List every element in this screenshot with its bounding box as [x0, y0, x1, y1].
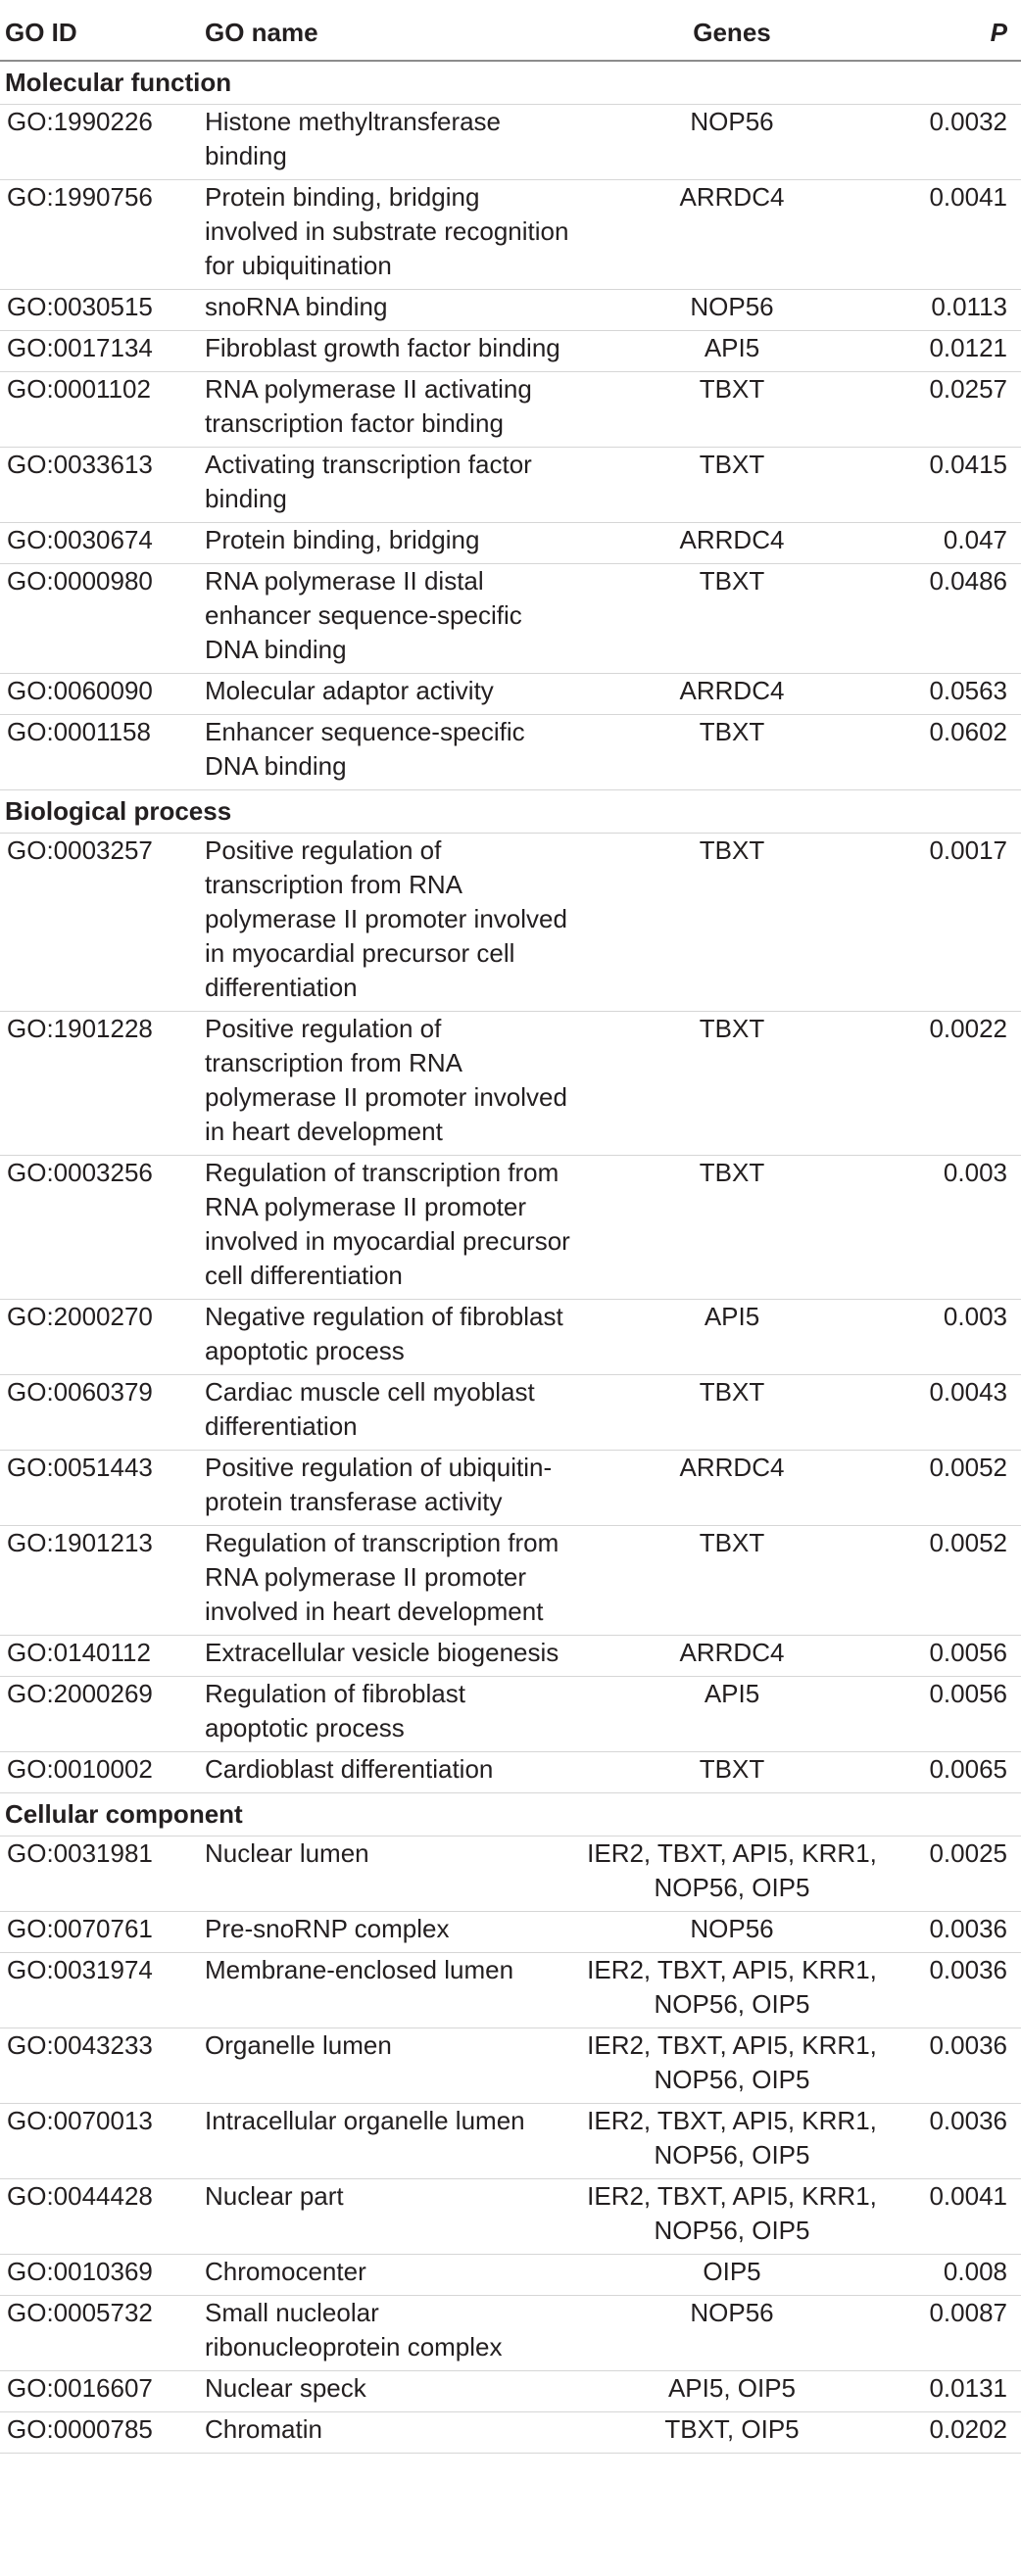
table-row	[0, 1636, 1021, 1677]
go-id-cell: GO:0010369	[0, 2255, 201, 2296]
genes-cell: IER2, TBXT, API5, KRR1, NOP56, OIP5	[585, 1953, 879, 2028]
genes-cell: IER2, TBXT, API5, KRR1, NOP56, OIP5	[585, 2028, 879, 2104]
go-id-cell: GO:0016607	[0, 2371, 201, 2412]
go-name-cell: Chromatin	[201, 2412, 585, 2454]
genes-cell: NOP56	[585, 2296, 879, 2371]
table-row	[0, 564, 1021, 674]
go-name-cell: Regulation of transcription from RNA polymerase II promoter involved in myocardial precursor cell differentiation	[201, 1156, 585, 1300]
p-value-cell: 0.0041	[879, 180, 1021, 290]
table-row	[0, 1677, 1021, 1752]
p-value-cell: 0.0025	[879, 1837, 1021, 1912]
go-name-cell: Regulation of transcription from RNA polymerase II promoter involved in heart development	[201, 1526, 585, 1636]
p-value-cell: 0.008	[879, 2255, 1021, 2296]
go-name-cell: Pre-snoRNP complex	[201, 1912, 585, 1953]
genes-cell: TBXT	[585, 834, 879, 1012]
genes-cell: NOP56	[585, 1912, 879, 1953]
genes-cell: OIP5	[585, 2255, 879, 2296]
p-value-cell: 0.0022	[879, 1012, 1021, 1156]
table-row	[0, 1912, 1021, 1953]
section-header-row	[0, 1793, 1021, 1837]
go-name-cell: Nuclear lumen	[201, 1837, 585, 1912]
table-row	[0, 715, 1021, 790]
go-name-cell: Cardiac muscle cell myoblast differentiation	[201, 1375, 585, 1451]
genes-cell: NOP56	[585, 105, 879, 180]
table-row	[0, 2104, 1021, 2179]
p-value-cell: 0.0036	[879, 2104, 1021, 2179]
p-value-cell: 0.0017	[879, 834, 1021, 1012]
table-row	[0, 1526, 1021, 1636]
genes-cell: TBXT, OIP5	[585, 2412, 879, 2454]
go-id-cell: GO:1901228	[0, 1012, 201, 1156]
p-value-cell: 0.0131	[879, 2371, 1021, 2412]
go-name-cell: Small nucleolar ribonucleoprotein complex	[201, 2296, 585, 2371]
go-name-cell: Protein binding, bridging involved in substrate recognition for ubiquitination	[201, 180, 585, 290]
go-id-cell: GO:0070013	[0, 2104, 201, 2179]
table-row	[0, 1451, 1021, 1526]
p-value-cell: 0.0036	[879, 1953, 1021, 2028]
genes-cell: ARRDC4	[585, 523, 879, 564]
go-id-cell: GO:0000980	[0, 564, 201, 674]
table-row	[0, 1012, 1021, 1156]
genes-cell: API5	[585, 1677, 879, 1752]
section-header-row	[0, 61, 1021, 105]
go-id-cell: GO:0070761	[0, 1912, 201, 1953]
table-row	[0, 2179, 1021, 2255]
genes-cell: API5	[585, 331, 879, 372]
go-name-cell: Enhancer sequence-specific DNA binding	[201, 715, 585, 790]
p-value-cell: 0.0415	[879, 448, 1021, 523]
go-name-cell: RNA polymerase II distal enhancer sequence-specific DNA binding	[201, 564, 585, 674]
table-row	[0, 523, 1021, 564]
table-body	[0, 61, 1021, 2454]
genes-cell: API5	[585, 1300, 879, 1375]
go-name-cell: snoRNA binding	[201, 290, 585, 331]
go-name-cell: Negative regulation of fibroblast apoptotic process	[201, 1300, 585, 1375]
genes-cell: ARRDC4	[585, 674, 879, 715]
go-name-cell: Cardioblast differentiation	[201, 1752, 585, 1793]
genes-cell: API5, OIP5	[585, 2371, 879, 2412]
header-go-id: GO ID	[0, 0, 201, 61]
genes-cell: TBXT	[585, 448, 879, 523]
go-name-cell: Fibroblast growth factor binding	[201, 331, 585, 372]
go-name-cell: Nuclear part	[201, 2179, 585, 2255]
table-row	[0, 180, 1021, 290]
genes-cell: TBXT	[585, 564, 879, 674]
p-value-cell: 0.0032	[879, 105, 1021, 180]
p-value-cell: 0.0087	[879, 2296, 1021, 2371]
go-name-cell: Nuclear speck	[201, 2371, 585, 2412]
go-name-cell: Intracellular organelle lumen	[201, 2104, 585, 2179]
p-value-cell: 0.0041	[879, 2179, 1021, 2255]
go-id-cell: GO:2000270	[0, 1300, 201, 1375]
p-value-cell: 0.0121	[879, 331, 1021, 372]
header-genes: Genes	[585, 0, 879, 61]
go-id-cell: GO:0000785	[0, 2412, 201, 2454]
go-id-cell: GO:0043233	[0, 2028, 201, 2104]
table-row	[0, 2412, 1021, 2454]
go-name-cell: Membrane-enclosed lumen	[201, 1953, 585, 2028]
go-id-cell: GO:0033613	[0, 448, 201, 523]
p-value-cell: 0.047	[879, 523, 1021, 564]
genes-cell: NOP56	[585, 290, 879, 331]
go-name-cell: Molecular adaptor activity	[201, 674, 585, 715]
go-id-cell: GO:0003256	[0, 1156, 201, 1300]
table-row	[0, 2296, 1021, 2371]
go-id-cell: GO:0051443	[0, 1451, 201, 1526]
go-id-cell: GO:0030515	[0, 290, 201, 331]
section-title: Biological process	[0, 790, 1021, 834]
go-id-cell: GO:0010002	[0, 1752, 201, 1793]
genes-cell: TBXT	[585, 372, 879, 448]
go-name-cell: Extracellular vesicle biogenesis	[201, 1636, 585, 1677]
genes-cell: TBXT	[585, 1156, 879, 1300]
table-row	[0, 372, 1021, 448]
go-id-cell: GO:0060379	[0, 1375, 201, 1451]
p-value-cell: 0.0056	[879, 1677, 1021, 1752]
go-name-cell: RNA polymerase II activating transcription factor binding	[201, 372, 585, 448]
go-id-cell: GO:0031981	[0, 1837, 201, 1912]
table-row	[0, 290, 1021, 331]
go-id-cell: GO:1990756	[0, 180, 201, 290]
p-value-cell: 0.0065	[879, 1752, 1021, 1793]
go-name-cell: Histone methyltransferase binding	[201, 105, 585, 180]
genes-cell: ARRDC4	[585, 180, 879, 290]
table-row	[0, 2028, 1021, 2104]
section-title: Cellular component	[0, 1793, 1021, 1837]
header-p-value: P	[879, 0, 1021, 61]
genes-cell: TBXT	[585, 1375, 879, 1451]
table-row	[0, 1837, 1021, 1912]
go-id-cell: GO:2000269	[0, 1677, 201, 1752]
section-title: Molecular function	[0, 61, 1021, 105]
table-row	[0, 1375, 1021, 1451]
p-value-cell: 0.0257	[879, 372, 1021, 448]
go-id-cell: GO:1990226	[0, 105, 201, 180]
genes-cell: IER2, TBXT, API5, KRR1, NOP56, OIP5	[585, 2179, 879, 2255]
go-name-cell: Protein binding, bridging	[201, 523, 585, 564]
genes-cell: TBXT	[585, 715, 879, 790]
p-value-cell: 0.0113	[879, 290, 1021, 331]
p-value-cell: 0.0043	[879, 1375, 1021, 1451]
go-id-cell: GO:1901213	[0, 1526, 201, 1636]
p-value-cell: 0.0563	[879, 674, 1021, 715]
genes-cell: IER2, TBXT, API5, KRR1, NOP56, OIP5	[585, 2104, 879, 2179]
genes-cell: ARRDC4	[585, 1636, 879, 1677]
go-name-cell: Regulation of fibroblast apoptotic process	[201, 1677, 585, 1752]
go-id-cell: GO:0044428	[0, 2179, 201, 2255]
p-value-cell: 0.0052	[879, 1526, 1021, 1636]
table-row	[0, 2255, 1021, 2296]
table-row	[0, 1953, 1021, 2028]
p-value-cell: 0.0052	[879, 1451, 1021, 1526]
p-value-cell: 0.0036	[879, 1912, 1021, 1953]
p-value-cell: 0.0036	[879, 2028, 1021, 2104]
go-name-cell: Organelle lumen	[201, 2028, 585, 2104]
table-row	[0, 448, 1021, 523]
p-value-cell: 0.003	[879, 1156, 1021, 1300]
p-value-cell: 0.0602	[879, 715, 1021, 790]
p-value-cell: 0.003	[879, 1300, 1021, 1375]
table-row	[0, 2371, 1021, 2412]
go-id-cell: GO:0001102	[0, 372, 201, 448]
go-name-cell: Chromocenter	[201, 2255, 585, 2296]
go-name-cell: Positive regulation of ubiquitin-protein transferase activity	[201, 1451, 585, 1526]
genes-cell: IER2, TBXT, API5, KRR1, NOP56, OIP5	[585, 1837, 879, 1912]
p-value-cell: 0.0056	[879, 1636, 1021, 1677]
p-value-cell: 0.0486	[879, 564, 1021, 674]
table-row	[0, 834, 1021, 1012]
go-id-cell: GO:0003257	[0, 834, 201, 1012]
section-header-row	[0, 790, 1021, 834]
table-row	[0, 1300, 1021, 1375]
table-row	[0, 105, 1021, 180]
table-row	[0, 674, 1021, 715]
go-name-cell: Positive regulation of transcription from RNA polymerase II promoter involved in myocardial precursor cell differentiation	[201, 834, 585, 1012]
go-name-cell: Positive regulation of transcription from RNA polymerase II promoter involved in heart development	[201, 1012, 585, 1156]
genes-cell: TBXT	[585, 1012, 879, 1156]
header-row	[0, 0, 1021, 61]
header-go-name: GO name	[201, 0, 585, 61]
go-id-cell: GO:0031974	[0, 1953, 201, 2028]
go-id-cell: GO:0001158	[0, 715, 201, 790]
genes-cell: TBXT	[585, 1526, 879, 1636]
go-id-cell: GO:0005732	[0, 2296, 201, 2371]
table-row	[0, 1156, 1021, 1300]
table-row	[0, 331, 1021, 372]
go-id-cell: GO:0030674	[0, 523, 201, 564]
genes-cell: TBXT	[585, 1752, 879, 1793]
go-id-cell: GO:0140112	[0, 1636, 201, 1677]
go-id-cell: GO:0017134	[0, 331, 201, 372]
genes-cell: ARRDC4	[585, 1451, 879, 1526]
table-row	[0, 1752, 1021, 1793]
p-value-cell: 0.0202	[879, 2412, 1021, 2454]
go-id-cell: GO:0060090	[0, 674, 201, 715]
table-header	[0, 0, 1021, 61]
go-name-cell: Activating transcription factor binding	[201, 448, 585, 523]
